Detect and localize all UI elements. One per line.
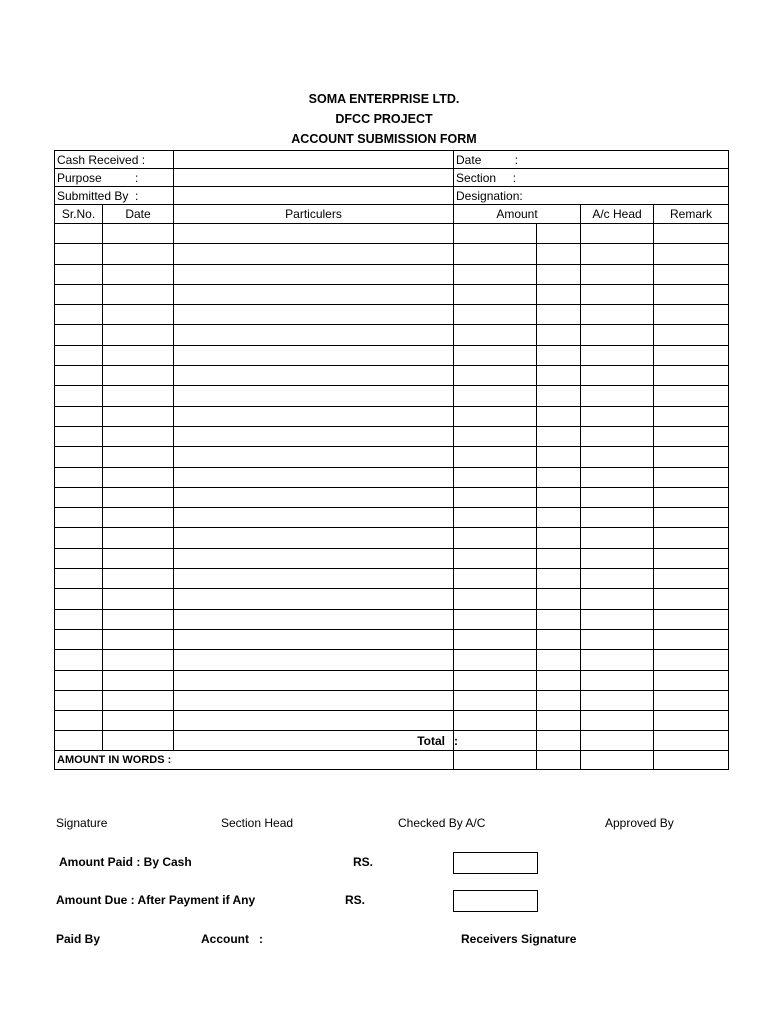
cell-amount-sub[interactable] bbox=[537, 284, 581, 304]
cell-sr-no[interactable] bbox=[55, 467, 103, 487]
cell-remark[interactable] bbox=[654, 244, 729, 264]
section-label: Section : bbox=[454, 169, 729, 187]
cell-amount[interactable] bbox=[454, 244, 537, 264]
cell-amount[interactable] bbox=[454, 426, 537, 446]
cell-amount-sub[interactable] bbox=[537, 406, 581, 426]
signature-label: Signature bbox=[56, 816, 108, 830]
table-row bbox=[55, 406, 729, 426]
cell-date[interactable] bbox=[103, 528, 174, 548]
amount-paid-box[interactable] bbox=[453, 852, 538, 874]
cell-amount-sub[interactable] bbox=[537, 305, 581, 325]
table-row bbox=[55, 629, 729, 649]
purpose-label: Purpose : bbox=[55, 169, 174, 187]
account-label: Account : bbox=[201, 932, 263, 946]
cell-date bbox=[103, 731, 174, 751]
cell-sr-no[interactable] bbox=[55, 386, 103, 406]
table-row bbox=[55, 426, 729, 446]
cell-particulars[interactable] bbox=[174, 569, 454, 589]
cell-particulars[interactable] bbox=[174, 325, 454, 345]
table-row bbox=[55, 589, 729, 609]
amount-in-words-text: AMOUNT IN WORDS : bbox=[57, 754, 172, 767]
cell-amount-sub[interactable] bbox=[537, 366, 581, 386]
cell-ac-head[interactable] bbox=[581, 366, 654, 386]
cell-amount-sub[interactable] bbox=[537, 508, 581, 528]
cell-ac-head[interactable] bbox=[581, 264, 654, 284]
cell-date[interactable] bbox=[103, 447, 174, 467]
cell-amount-sub[interactable] bbox=[537, 711, 581, 731]
cell-sr-no[interactable] bbox=[55, 528, 103, 548]
cell-particulars[interactable] bbox=[174, 670, 454, 690]
cell-particulars[interactable] bbox=[174, 284, 454, 304]
table-row bbox=[55, 467, 729, 487]
cell-amount-sub[interactable] bbox=[537, 345, 581, 365]
cell-date[interactable] bbox=[103, 386, 174, 406]
table-row bbox=[55, 325, 729, 345]
cell-remark[interactable] bbox=[654, 325, 729, 345]
cell-amount[interactable] bbox=[454, 487, 537, 507]
form-title: ACCOUNT SUBMISSION FORM bbox=[291, 132, 477, 146]
designation-label: Designation: bbox=[454, 187, 729, 205]
cell-amount[interactable] bbox=[454, 366, 537, 386]
cell-amount[interactable] bbox=[454, 670, 537, 690]
total-row bbox=[55, 731, 729, 751]
cell-remark[interactable] bbox=[654, 406, 729, 426]
table-row bbox=[55, 548, 729, 568]
cell-ac-head[interactable] bbox=[581, 325, 654, 345]
cell-amount-sub[interactable] bbox=[537, 426, 581, 446]
cash-received-field[interactable] bbox=[174, 151, 454, 169]
cell-sr-no[interactable] bbox=[55, 366, 103, 386]
cell-sr-no bbox=[55, 731, 103, 751]
cell-remark[interactable] bbox=[654, 569, 729, 589]
col-amount: Amount bbox=[454, 205, 581, 224]
total-remark[interactable] bbox=[654, 731, 729, 751]
cell-ac-head[interactable] bbox=[581, 284, 654, 304]
cell-amount[interactable] bbox=[454, 406, 537, 426]
cell-remark[interactable] bbox=[654, 345, 729, 365]
cell-amount[interactable] bbox=[454, 264, 537, 284]
cell-ac-head[interactable] bbox=[581, 467, 654, 487]
cell-date[interactable] bbox=[103, 569, 174, 589]
table-row bbox=[55, 366, 729, 386]
table-row bbox=[55, 305, 729, 325]
total-label-cell bbox=[174, 731, 454, 751]
total-ac-head[interactable] bbox=[581, 731, 654, 751]
cell-amount-sub[interactable] bbox=[537, 325, 581, 345]
cell-amount[interactable] bbox=[454, 325, 537, 345]
total-amount-sub[interactable] bbox=[537, 731, 581, 751]
table-row bbox=[55, 264, 729, 284]
cell-ac-head[interactable] bbox=[581, 609, 654, 629]
cell-sr-no[interactable] bbox=[55, 345, 103, 365]
cell-date[interactable] bbox=[103, 366, 174, 386]
cell-date[interactable] bbox=[103, 711, 174, 731]
cell-date[interactable] bbox=[103, 305, 174, 325]
cell-amount-sub[interactable] bbox=[537, 447, 581, 467]
cell-amount-sub[interactable] bbox=[537, 528, 581, 548]
cell-remark[interactable] bbox=[654, 305, 729, 325]
cell-sr-no[interactable] bbox=[55, 629, 103, 649]
amount-due-box[interactable] bbox=[453, 890, 538, 912]
cell-remark[interactable] bbox=[654, 548, 729, 568]
cell-amount-sub[interactable] bbox=[537, 264, 581, 284]
total-colon: : bbox=[454, 733, 459, 748]
cell-sr-no[interactable] bbox=[55, 244, 103, 264]
cell-amount-sub[interactable] bbox=[537, 224, 581, 244]
cell-particulars[interactable] bbox=[174, 508, 454, 528]
cell-date[interactable] bbox=[103, 345, 174, 365]
cell-particulars[interactable] bbox=[174, 650, 454, 670]
cell-date[interactable] bbox=[103, 264, 174, 284]
cell-date[interactable] bbox=[103, 670, 174, 690]
cell-remark[interactable] bbox=[654, 426, 729, 446]
col-particulars: Particulers bbox=[174, 205, 454, 224]
submitted-by-field[interactable] bbox=[174, 187, 454, 205]
table-row bbox=[55, 224, 729, 244]
cell-amount-sub[interactable] bbox=[537, 244, 581, 264]
cell-sr-no[interactable] bbox=[55, 325, 103, 345]
cell-sr-no[interactable] bbox=[55, 670, 103, 690]
cell-ac-head[interactable] bbox=[581, 690, 654, 710]
cell-amount-sub[interactable] bbox=[537, 670, 581, 690]
cell-amount-sub[interactable] bbox=[537, 467, 581, 487]
cell-amount[interactable] bbox=[454, 609, 537, 629]
cell-date[interactable] bbox=[103, 650, 174, 670]
cell-ac-head[interactable] bbox=[581, 426, 654, 446]
cell-amount[interactable] bbox=[454, 569, 537, 589]
cell-sr-no[interactable] bbox=[55, 589, 103, 609]
cell-date[interactable] bbox=[103, 589, 174, 609]
cell-particulars[interactable] bbox=[174, 487, 454, 507]
cell-remark[interactable] bbox=[654, 609, 729, 629]
cell-date[interactable] bbox=[103, 508, 174, 528]
cell-amount-sub[interactable] bbox=[537, 589, 581, 609]
cell-amount-sub[interactable] bbox=[537, 629, 581, 649]
cell-date[interactable] bbox=[103, 244, 174, 264]
cell-remark[interactable] bbox=[654, 264, 729, 284]
cell-sr-no[interactable] bbox=[55, 487, 103, 507]
cell-amount[interactable] bbox=[454, 467, 537, 487]
cell-amount-sub[interactable] bbox=[537, 650, 581, 670]
receivers-signature-label: Receivers Signature bbox=[461, 932, 577, 946]
words-remark[interactable] bbox=[654, 751, 729, 770]
cell-ac-head[interactable] bbox=[581, 548, 654, 568]
table-row bbox=[55, 386, 729, 406]
cell-amount[interactable] bbox=[454, 305, 537, 325]
cell-remark[interactable] bbox=[654, 366, 729, 386]
cell-amount-sub[interactable] bbox=[537, 690, 581, 710]
cell-particulars[interactable] bbox=[174, 406, 454, 426]
table-row bbox=[55, 609, 729, 629]
cell-particulars[interactable] bbox=[174, 548, 454, 568]
table-row bbox=[55, 345, 729, 365]
cell-sr-no[interactable] bbox=[55, 548, 103, 568]
cell-sr-no[interactable] bbox=[55, 426, 103, 446]
cell-sr-no[interactable] bbox=[55, 264, 103, 284]
cell-sr-no[interactable] bbox=[55, 650, 103, 670]
cell-particulars[interactable] bbox=[174, 305, 454, 325]
table-row bbox=[55, 284, 729, 304]
cell-ac-head[interactable] bbox=[581, 406, 654, 426]
cell-date[interactable] bbox=[103, 690, 174, 710]
cell-sr-no[interactable] bbox=[55, 569, 103, 589]
cell-particulars[interactable] bbox=[174, 447, 454, 467]
cell-remark[interactable] bbox=[654, 284, 729, 304]
cell-remark[interactable] bbox=[654, 589, 729, 609]
cell-sr-no[interactable] bbox=[55, 284, 103, 304]
cell-amount[interactable] bbox=[454, 386, 537, 406]
table-row bbox=[55, 650, 729, 670]
cell-date[interactable] bbox=[103, 548, 174, 568]
cell-amount[interactable] bbox=[454, 690, 537, 710]
cell-amount[interactable] bbox=[454, 711, 537, 731]
cell-remark[interactable] bbox=[654, 528, 729, 548]
cell-particulars[interactable] bbox=[174, 629, 454, 649]
cell-amount-sub[interactable] bbox=[537, 386, 581, 406]
cell-remark[interactable] bbox=[654, 629, 729, 649]
approved-by-label: Approved By bbox=[605, 816, 674, 830]
table-row bbox=[55, 244, 729, 264]
cell-remark[interactable] bbox=[654, 447, 729, 467]
cell-ac-head[interactable] bbox=[581, 244, 654, 264]
cell-particulars[interactable] bbox=[174, 711, 454, 731]
cell-date[interactable] bbox=[103, 224, 174, 244]
submitted-by-label: Submitted By : bbox=[55, 187, 174, 205]
table-row bbox=[55, 569, 729, 589]
cell-amount-sub[interactable] bbox=[537, 609, 581, 629]
cell-amount[interactable] bbox=[454, 629, 537, 649]
cell-particulars[interactable] bbox=[174, 528, 454, 548]
table-row bbox=[55, 690, 729, 710]
col-remark: Remark bbox=[654, 205, 729, 224]
cell-ac-head[interactable] bbox=[581, 569, 654, 589]
cell-amount-sub[interactable] bbox=[537, 548, 581, 568]
cell-amount[interactable] bbox=[454, 528, 537, 548]
cell-amount-sub[interactable] bbox=[537, 569, 581, 589]
cell-remark[interactable] bbox=[654, 224, 729, 244]
amount-paid-label: Amount Paid : By Cash bbox=[59, 855, 192, 869]
total-label: Total bbox=[417, 733, 446, 748]
words-amount[interactable] bbox=[454, 751, 537, 770]
words-ac-head[interactable] bbox=[581, 751, 654, 770]
cell-sr-no[interactable] bbox=[55, 305, 103, 325]
cell-ac-head[interactable] bbox=[581, 650, 654, 670]
cell-ac-head[interactable] bbox=[581, 528, 654, 548]
cell-date[interactable] bbox=[103, 609, 174, 629]
cell-particulars[interactable] bbox=[174, 224, 454, 244]
table-row bbox=[55, 670, 729, 690]
cell-date[interactable] bbox=[103, 629, 174, 649]
cell-ac-head[interactable] bbox=[581, 629, 654, 649]
cell-remark[interactable] bbox=[654, 711, 729, 731]
col-date: Date bbox=[103, 205, 174, 224]
cell-ac-head[interactable] bbox=[581, 224, 654, 244]
cell-ac-head[interactable] bbox=[581, 508, 654, 528]
cell-date[interactable] bbox=[103, 426, 174, 446]
project-name: DFCC PROJECT bbox=[335, 112, 433, 126]
cell-sr-no[interactable] bbox=[55, 609, 103, 629]
cell-amount[interactable] bbox=[454, 650, 537, 670]
cell-date[interactable] bbox=[103, 284, 174, 304]
cell-ac-head[interactable] bbox=[581, 447, 654, 467]
cell-ac-head[interactable] bbox=[581, 670, 654, 690]
col-ac-head: A/c Head bbox=[581, 205, 654, 224]
amount-in-words-label bbox=[55, 751, 454, 770]
cell-sr-no[interactable] bbox=[55, 447, 103, 467]
cell-ac-head[interactable] bbox=[581, 345, 654, 365]
cell-remark[interactable] bbox=[654, 650, 729, 670]
cell-particulars[interactable] bbox=[174, 589, 454, 609]
rs-label-due: RS. bbox=[345, 893, 366, 907]
cell-remark[interactable] bbox=[654, 487, 729, 507]
table-row bbox=[55, 528, 729, 548]
cell-sr-no[interactable] bbox=[55, 224, 103, 244]
cell-ac-head[interactable] bbox=[581, 589, 654, 609]
cell-ac-head[interactable] bbox=[581, 386, 654, 406]
cell-amount[interactable] bbox=[454, 548, 537, 568]
cell-amount[interactable] bbox=[454, 508, 537, 528]
purpose-field[interactable] bbox=[174, 169, 454, 187]
amount-due-label: Amount Due : After Payment if Any bbox=[56, 893, 256, 907]
cell-particulars[interactable] bbox=[174, 690, 454, 710]
cell-amount-sub[interactable] bbox=[537, 487, 581, 507]
company-name: SOMA ENTERPRISE LTD. bbox=[308, 92, 460, 106]
cell-sr-no[interactable] bbox=[55, 690, 103, 710]
total-amount[interactable] bbox=[454, 731, 537, 751]
cell-particulars[interactable] bbox=[174, 345, 454, 365]
cell-remark[interactable] bbox=[654, 467, 729, 487]
cell-date[interactable] bbox=[103, 406, 174, 426]
cell-particulars[interactable] bbox=[174, 609, 454, 629]
cell-amount[interactable] bbox=[454, 224, 537, 244]
cell-ac-head[interactable] bbox=[581, 487, 654, 507]
cell-sr-no[interactable] bbox=[55, 406, 103, 426]
table-row bbox=[55, 508, 729, 528]
col-sr-no: Sr.No. bbox=[55, 205, 103, 224]
checked-by-label: Checked By A/C bbox=[398, 816, 486, 830]
cell-remark[interactable] bbox=[654, 690, 729, 710]
amount-in-words-row bbox=[55, 751, 729, 770]
table-row bbox=[55, 447, 729, 467]
cell-particulars[interactable] bbox=[174, 426, 454, 446]
cash-received-label: Cash Received : bbox=[55, 151, 174, 169]
cell-date[interactable] bbox=[103, 325, 174, 345]
cell-remark[interactable] bbox=[654, 670, 729, 690]
section-head-label: Section Head bbox=[221, 816, 294, 830]
rs-label-paid: RS. bbox=[353, 855, 374, 869]
cell-amount[interactable] bbox=[454, 345, 537, 365]
table-row bbox=[55, 711, 729, 731]
words-amount-sub[interactable] bbox=[537, 751, 581, 770]
cell-amount[interactable] bbox=[454, 447, 537, 467]
table-row bbox=[55, 487, 729, 507]
cell-particulars[interactable] bbox=[174, 467, 454, 487]
account-submission-table bbox=[54, 150, 729, 770]
cell-particulars[interactable] bbox=[174, 244, 454, 264]
cell-particulars[interactable] bbox=[174, 264, 454, 284]
cell-ac-head[interactable] bbox=[581, 711, 654, 731]
column-header-row bbox=[55, 205, 729, 224]
cell-ac-head[interactable] bbox=[581, 305, 654, 325]
cell-remark[interactable] bbox=[654, 508, 729, 528]
cell-particulars[interactable] bbox=[174, 386, 454, 406]
cell-date[interactable] bbox=[103, 487, 174, 507]
cell-particulars[interactable] bbox=[174, 366, 454, 386]
cell-amount[interactable] bbox=[454, 589, 537, 609]
cell-remark[interactable] bbox=[654, 386, 729, 406]
cell-date[interactable] bbox=[103, 467, 174, 487]
date-label: Date : bbox=[454, 151, 729, 169]
paid-by-label: Paid By bbox=[56, 932, 101, 946]
cell-amount[interactable] bbox=[454, 284, 537, 304]
cell-sr-no[interactable] bbox=[55, 508, 103, 528]
cell-sr-no[interactable] bbox=[55, 711, 103, 731]
